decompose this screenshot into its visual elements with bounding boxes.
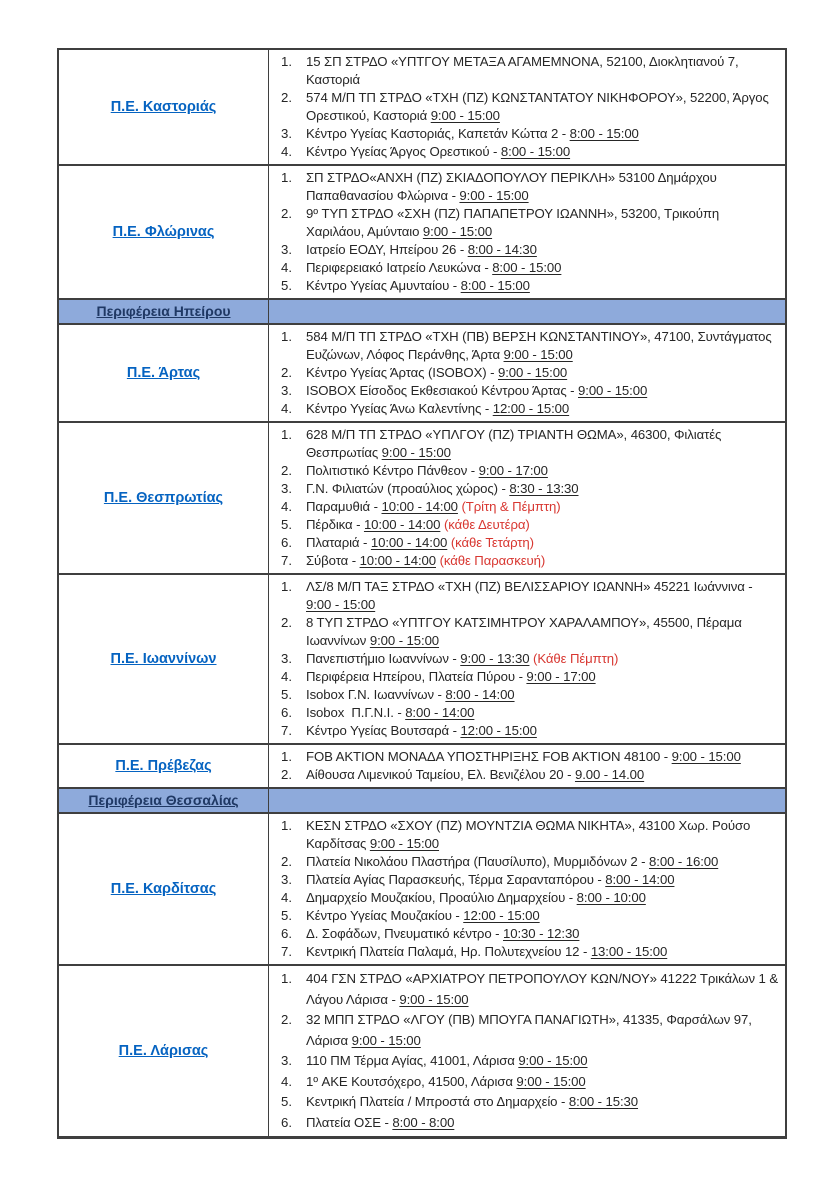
location-text: [306, 552, 779, 570]
location-text: [306, 1051, 779, 1072]
item-number: 6.: [281, 535, 292, 550]
hours: 9:00 - 15:00: [516, 1073, 586, 1089]
item-number: 7.: [281, 553, 292, 568]
hours: 9:00 - 15:00: [351, 1032, 421, 1048]
region-name-cell: [59, 814, 269, 964]
hours: 9:00 - 15:00: [369, 633, 440, 648]
location-description: 574 Μ/Π ΤΠ ΣΤΡΔΟ «ΤΧΗ (ΠΖ) ΚΩΝΣΤΑΝΤΑΤΟΥ ΝΙΚΗΦΟΡΟΥ», 52200, Άργος Ορεστικού, Καστοριά: [306, 90, 773, 123]
region-row: [59, 50, 785, 164]
item-number: 3.: [281, 242, 292, 257]
item-number: 1.: [281, 170, 292, 185]
location-description: Κεντρική Πλατεία Παλαμά, Ηρ. Πολυτεχνείου 12 -: [306, 944, 591, 959]
locations-cell: [269, 325, 785, 421]
location-description: Κέντρο Υγείας Άνω Καλεντίνης -: [306, 401, 493, 416]
item-number: 4.: [281, 499, 292, 514]
location-item: [279, 925, 779, 943]
hours: 13:00 - 15:00: [590, 944, 668, 959]
location-description: Περιφερειακό Ιατρείο Λευκώνα -: [306, 260, 493, 275]
location-text: [306, 169, 779, 205]
location-text: [306, 364, 779, 382]
location-text: [306, 686, 779, 704]
item-number: 4.: [281, 890, 292, 905]
region-link[interactable]: Π.Ε. Πρέβεζας: [115, 758, 212, 774]
hours: 8:30 - 13:30: [509, 481, 579, 496]
hours: 10:00 - 14:00: [359, 553, 436, 568]
hours: 9:00 - 15:00: [671, 749, 741, 764]
location-item: [279, 969, 779, 1010]
region-name-cell: [59, 966, 269, 1136]
item-number: 1.: [281, 749, 292, 764]
hours: 12:00 - 15:00: [460, 723, 537, 738]
item-number: 7.: [281, 944, 292, 959]
location-text: [306, 578, 779, 614]
region-name-cell: [59, 166, 269, 298]
item-number: 2.: [281, 854, 292, 869]
location-text: [306, 277, 779, 295]
item-number: 2.: [281, 90, 292, 105]
hours: 9:00 - 17:00: [478, 463, 548, 478]
item-number: 3.: [281, 651, 292, 666]
item-number: 2.: [281, 767, 292, 782]
item-number: 4.: [281, 144, 292, 159]
location-description: Περιφέρεια Ηπείρου, Πλατεία Πύρου -: [306, 669, 527, 684]
schedule-note: (κάθε Τετάρτη): [450, 535, 534, 550]
hours: 8:00 - 10:00: [576, 890, 646, 905]
location-item: [279, 426, 779, 462]
item-number: 1.: [281, 579, 292, 594]
hours: 9:00 - 15:00: [422, 224, 493, 239]
location-text: [306, 748, 779, 766]
section-header-cell: [59, 789, 269, 812]
hours: 10:00 - 14:00: [363, 517, 441, 532]
location-text: [306, 871, 779, 889]
location-description: Κέντρο Υγείας Αμυνταίου -: [306, 278, 461, 293]
location-item: [279, 516, 779, 534]
hours: 9:00 - 15:00: [497, 365, 568, 380]
locations-cell: [269, 166, 785, 298]
location-text: [306, 125, 779, 143]
item-number: 2.: [281, 365, 292, 380]
location-text: [306, 853, 779, 871]
location-item: [279, 125, 779, 143]
region-link[interactable]: Π.Ε. Λάρισας: [118, 1043, 209, 1059]
item-number: 3.: [281, 481, 292, 496]
location-description: Κέντρο Υγείας Άργος Ορεστικού -: [306, 144, 501, 159]
location-description: ΣΠ ΣΤΡΔΟ«ΑΝΧΗ (ΠΖ) ΣΚΙΑΔΟΠΟΥΛΟΥ ΠΕΡΙΚΛΗ» 53100 Δημάρχου Παπαθανασίου Φλώρινα -: [306, 170, 721, 203]
location-description: Πανεπιστήμιο Ιωαννίνων -: [306, 651, 461, 666]
hours: 9:00 - 15:00: [518, 1053, 588, 1068]
locations-cell: [269, 966, 785, 1136]
item-number: 5.: [281, 1094, 292, 1109]
location-item: [279, 259, 779, 277]
location-description: Πολιτιστικό Κέντρο Πάνθεον -: [306, 463, 479, 478]
item-number: 5.: [281, 278, 292, 293]
location-text: [306, 889, 779, 907]
location-description: Αίθουσα Λιμενικού Ταμείου, Ελ. Βενιζέλου 20 -: [306, 767, 575, 782]
hours: 12:00 - 15:00: [463, 908, 540, 923]
location-description: 110 ΠΜ Τέρμα Αγίας, 41001, Λάρισα: [306, 1053, 519, 1068]
location-item: [279, 614, 779, 650]
location-item: [279, 766, 779, 784]
location-item: [279, 668, 779, 686]
location-text: [306, 205, 779, 241]
location-text: [306, 534, 779, 552]
location-text: [306, 704, 779, 722]
hours: 8:00 - 14:00: [405, 705, 475, 720]
location-item: [279, 704, 779, 722]
location-text: [306, 1092, 779, 1113]
location-item: [279, 462, 779, 480]
region-link[interactable]: Π.Ε. Θεσπρωτίας: [103, 490, 224, 506]
region-link[interactable]: Π.Ε. Ιωαννίνων: [110, 651, 217, 667]
schedule-note: (Τρίτη & Πέμπτη): [461, 499, 561, 514]
location-description: 9º ΤΥΠ ΣΤΡΔΟ «ΣΧΗ (ΠΖ) ΠΑΠΑΠΕΤΡΟΥ ΙΩΑΝΝΗ», 53200, Τρικούπη Χαριλάου, Αμύνταιο: [306, 206, 723, 239]
item-number: 1.: [281, 54, 292, 69]
location-text: [306, 143, 779, 161]
location-item: [279, 277, 779, 295]
hours: 8:00 - 15:30: [568, 1094, 639, 1109]
location-description: 1º ΑΚΕ Κουτσόχερο, 41500, Λάρισα: [306, 1073, 517, 1089]
location-description: Κέντρο Υγείας Βουτσαρά -: [306, 723, 461, 738]
location-item: [279, 400, 779, 418]
item-number: 4.: [281, 1073, 292, 1089]
location-description: 32 ΜΠΠ ΣΤΡΔΟ «ΛΓΟΥ (ΠΒ) ΜΠΟΥΓΑ ΠΑΝΑΓΙΩΤΗ», 41335, Φαρσάλων 97, Λάρισα: [306, 1012, 755, 1048]
location-description: ΚΕΣΝ ΣΤΡΔΟ «ΣΧΟΥ (ΠΖ) ΜΟΥΝΤΖΙΑ ΘΩΜΑ ΝΙΚΗΤΑ», 43100 Χωρ. Ρούσο Καρδίτσας: [306, 818, 754, 851]
location-item: [279, 1092, 779, 1113]
location-description: 15 ΣΠ ΣΤΡΔΟ «ΥΠΤΓΟΥ ΜΕΤΑΞΑ ΑΓΑΜΕΜΝΟΝΑ, 52100, Διοκλητιανού 7, Καστοριά: [306, 54, 743, 87]
region-link[interactable]: Π.Ε. Άρτας: [126, 365, 201, 381]
location-text: [306, 89, 779, 125]
hours: 8:00 - 15:00: [460, 278, 530, 293]
section-header-label: Περιφέρεια Θεσσαλίας: [88, 792, 239, 808]
hours: 10:00 - 14:00: [370, 535, 448, 550]
hours: 10:00 - 14:00: [381, 499, 458, 514]
hours: 8:00 - 15:00: [569, 126, 639, 141]
region-row: [59, 964, 785, 1136]
hours: 9:00 - 15:00: [369, 836, 440, 851]
section-header-row: [59, 787, 785, 812]
location-text: [306, 817, 779, 853]
location-text: [306, 969, 779, 1010]
location-text: [306, 462, 779, 480]
location-description: Ιατρείο ΕΟΔΥ, Ηπείρου 26 -: [306, 242, 468, 257]
location-text: [306, 668, 779, 686]
location-item: [279, 169, 779, 205]
hours: 9:00 - 15:00: [306, 597, 376, 612]
location-item: [279, 578, 779, 614]
region-row: [59, 573, 785, 743]
schedule-note: (κάθε Παρασκευή): [439, 553, 546, 568]
location-description: Κέντρο Υγείας Άρτας (ISOBOX) -: [306, 365, 498, 380]
hours: 10:30 - 12:30: [503, 926, 580, 941]
region-row: [59, 743, 785, 787]
hours: 8:00 - 8:00: [392, 1114, 455, 1130]
item-number: 1.: [281, 427, 292, 442]
item-number: 1.: [281, 818, 292, 833]
location-item: [279, 853, 779, 871]
item-number: 3.: [281, 126, 292, 141]
location-description: ΛΣ/8 Μ/Π ΤΑΞ ΣΤΡΔΟ «ΤΧΗ (ΠΖ) ΒΕΛΙΣΣΑΡΙΟΥ ΙΩΑΝΝΗ» 45221 Ιωάννινα -: [306, 579, 757, 594]
item-number: 6.: [281, 926, 292, 941]
location-text: [306, 498, 779, 516]
item-number: 5.: [281, 687, 292, 702]
location-item: [279, 480, 779, 498]
location-item: [279, 1051, 779, 1072]
location-item: [279, 53, 779, 89]
item-number: 3.: [281, 872, 292, 887]
location-description: ISOBOX Είσοδος Εκθεσιακού Κέντρου Άρτας -: [306, 383, 579, 398]
location-item: [279, 686, 779, 704]
section-header-label: Περιφέρεια Ηπείρου: [96, 303, 231, 319]
hours: 9:00 - 13:30: [460, 651, 530, 666]
hours: 9:00 - 15:00: [399, 991, 469, 1007]
location-item: [279, 650, 779, 668]
item-number: 3.: [281, 1053, 292, 1068]
location-item: [279, 889, 779, 907]
section-header-filler: [269, 789, 785, 812]
region-name-cell: [59, 50, 269, 164]
location-description: 8 ΤΥΠ ΣΤΡΔΟ «ΥΠΤΓΟΥ ΚΑΤΣΙΜΗΤΡΟΥ ΧΑΡΑΛΑΜΠΟΥ», 45500, Πέραμα Ιωαννίνων: [306, 615, 746, 648]
section-header-filler: [269, 300, 785, 323]
item-number: 5.: [281, 517, 292, 532]
hours: 9:00 - 15:00: [578, 383, 648, 398]
location-description: Πέρδικα -: [306, 517, 364, 532]
region-row: [59, 812, 785, 964]
section-header-cell: [59, 300, 269, 323]
region-name-cell: [59, 745, 269, 787]
location-description: Κέντρο Υγείας Καστοριάς, Καπετάν Κώττα 2 -: [306, 126, 570, 141]
vaccination-locations-table: [57, 48, 787, 1139]
location-description: Πλαταριά -: [306, 535, 371, 550]
location-text: [306, 426, 779, 462]
location-description: 628 Μ/Π ΤΠ ΣΤΡΔΟ «ΥΠΛΓΟΥ (ΠΖ) ΤΡΙΑΝΤΗ ΘΩΜΑ», 46300, Φιλιατές Θεσπρωτίας: [306, 427, 725, 460]
item-number: 2.: [281, 463, 292, 478]
location-item: [279, 748, 779, 766]
hours: 9:00 - 15:00: [459, 188, 529, 203]
location-item: [279, 534, 779, 552]
location-item: [279, 817, 779, 853]
location-item: [279, 871, 779, 889]
location-text: [306, 943, 779, 961]
item-number: 6.: [281, 1114, 292, 1130]
section-header-row: [59, 298, 785, 323]
location-description: Isobox Γ.Ν. Ιωαννίνων -: [306, 687, 446, 702]
location-text: [306, 650, 779, 668]
hours: 8:00 - 16:00: [649, 854, 719, 869]
location-item: [279, 382, 779, 400]
location-text: [306, 241, 779, 259]
region-row: [59, 421, 785, 573]
location-description: FOB AKTION ΜΟΝΑΔΑ ΥΠΟΣΤΗΡΙΞΗΣ FOB AKTION 48100 -: [306, 749, 672, 764]
location-description: 404 ΓΣΝ ΣΤΡΔΟ «ΑΡΧΙΑΤΡΟΥ ΠΕΤΡΟΠΟΥΛΟΥ ΚΩΝ/ΝΟΥ» 41222 Τρικάλων 1 & Λάγου Λάρισα -: [306, 971, 781, 1007]
item-number: 5.: [281, 908, 292, 923]
location-item: [279, 907, 779, 925]
schedule-note: (κάθε Δευτέρα): [443, 517, 530, 532]
location-text: [306, 1113, 779, 1134]
hours: 8:00 - 14:00: [445, 687, 515, 702]
hours: 8:00 - 14:00: [605, 872, 675, 887]
location-text: [306, 259, 779, 277]
location-item: [279, 498, 779, 516]
location-item: [279, 1113, 779, 1134]
region-link[interactable]: Π.Ε. Καστοριάς: [110, 99, 217, 115]
hours: 9:00 - 17:00: [526, 669, 596, 684]
location-item: [279, 364, 779, 382]
item-number: 7.: [281, 723, 292, 738]
item-number: 2.: [281, 206, 292, 221]
location-item: [279, 552, 779, 570]
locations-cell: [269, 745, 785, 787]
region-row: [59, 164, 785, 298]
location-item: [279, 328, 779, 364]
item-number: 4.: [281, 260, 292, 275]
location-description: Κεντρική Πλατεία / Μπροστά στο Δημαρχείο -: [306, 1094, 569, 1109]
hours: 8:00 - 15:00: [500, 144, 571, 159]
location-description: Κέντρο Υγείας Μουζακίου -: [306, 908, 464, 923]
location-item: [279, 89, 779, 125]
location-text: [306, 516, 779, 534]
location-text: [306, 925, 779, 943]
locations-cell: [269, 575, 785, 743]
location-text: [306, 328, 779, 364]
location-text: [306, 907, 779, 925]
location-text: [306, 614, 779, 650]
location-text: [306, 382, 779, 400]
hours: 8:00 - 15:00: [492, 260, 562, 275]
hours: 9:00 - 15:00: [430, 108, 500, 123]
region-link[interactable]: Π.Ε. Καρδίτσας: [110, 881, 217, 897]
location-description: Σύβοτα -: [306, 553, 360, 568]
locations-cell: [269, 423, 785, 573]
location-item: [279, 943, 779, 961]
item-number: 6.: [281, 705, 292, 720]
location-text: [306, 400, 779, 418]
hours: 12:00 - 15:00: [492, 401, 570, 416]
location-description: Πλατεία ΟΣΕ -: [306, 1114, 393, 1130]
hours: 9:00 - 15:00: [381, 445, 451, 460]
location-description: Δημαρχείο Μουζακίου, Προαύλιο Δημαρχείου -: [306, 890, 577, 905]
location-description: Δ. Σοφάδων, Πνευματικό κέντρο -: [306, 926, 503, 941]
location-item: [279, 722, 779, 740]
location-item: [279, 1010, 779, 1051]
hours: 8:00 - 14:30: [467, 242, 537, 257]
hours: 9.00 - 14.00: [574, 767, 645, 782]
locations-cell: [269, 50, 785, 164]
location-description: Γ.Ν. Φιλιατών (προαύλιος χώρος) -: [306, 481, 510, 496]
location-text: [306, 480, 779, 498]
item-number: 4.: [281, 401, 292, 416]
region-link[interactable]: Π.Ε. Φλώρινας: [112, 224, 215, 240]
location-text: [306, 1010, 779, 1051]
schedule-note: (Κάθε Πέμπτη): [533, 651, 619, 666]
region-name-cell: [59, 325, 269, 421]
region-name-cell: [59, 575, 269, 743]
region-name-cell: [59, 423, 269, 573]
location-item: [279, 143, 779, 161]
location-item: [279, 1072, 779, 1093]
location-description: Isobox Π.Γ.Ν.Ι. -: [306, 705, 406, 720]
item-number: 1.: [281, 971, 292, 986]
location-text: [306, 1072, 779, 1093]
item-number: 4.: [281, 669, 292, 684]
location-description: 584 Μ/Π ΤΠ ΣΤΡΔΟ «ΤΧΗ (ΠΒ) ΒΕΡΣΗ ΚΩΝΣΤΑΝΤΙΝΟΥ», 47100, Συντάγματος Ευζώνων, Λόφος Περάνθης, Άρτα: [306, 329, 776, 362]
hours: 9:00 - 15:00: [503, 347, 573, 362]
location-text: [306, 766, 779, 784]
locations-cell: [269, 814, 785, 964]
location-description: Πλατεία Αγίας Παρασκευής, Τέρμα Σαρανταπόρου -: [306, 872, 606, 887]
location-description: Παραμυθιά -: [306, 499, 382, 514]
location-text: [306, 722, 779, 740]
item-number: 3.: [281, 383, 292, 398]
location-item: [279, 205, 779, 241]
location-text: [306, 53, 779, 89]
item-number: 2.: [281, 1012, 292, 1027]
location-item: [279, 241, 779, 259]
item-number: 1.: [281, 329, 292, 344]
location-description: Πλατεία Νικολάου Πλαστήρα (Παυσίλυπο), Μυρμιδόνων 2 -: [306, 854, 650, 869]
item-number: 2.: [281, 615, 292, 630]
region-row: [59, 323, 785, 421]
